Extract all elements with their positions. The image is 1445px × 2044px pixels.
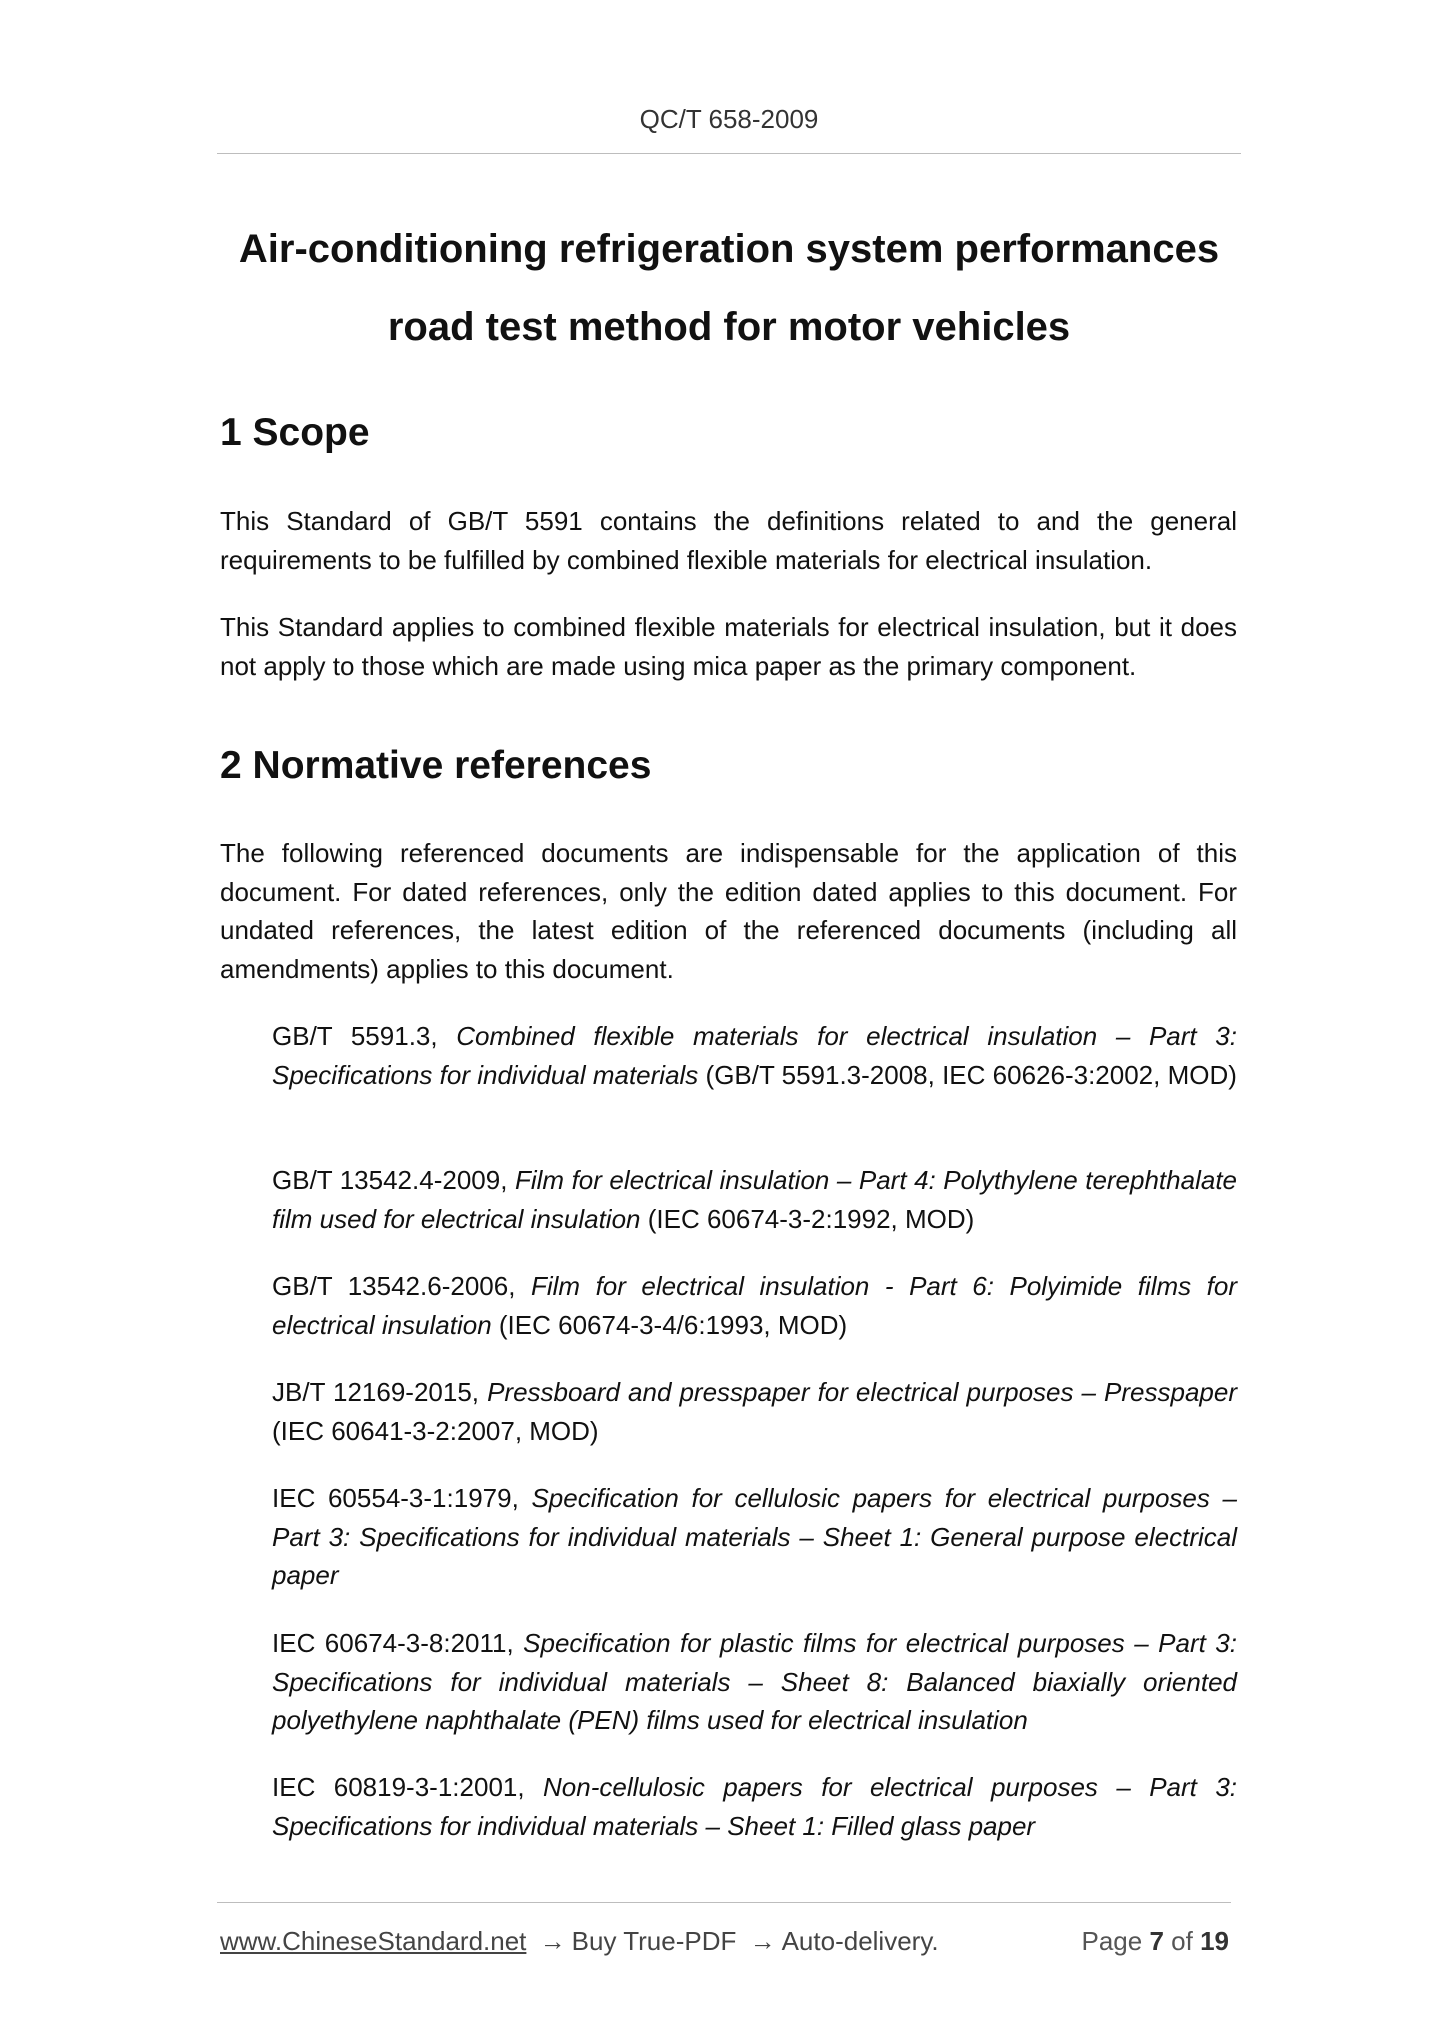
- reference-code: JB/T 12169-2015,: [272, 1377, 488, 1407]
- reference-note: (GB/T 5591.3-2008, IEC 60626-3:2002, MOD): [698, 1059, 1237, 1090]
- reference-item: [272, 1161, 1237, 1238]
- footer-divider: [217, 1902, 1231, 1903]
- reference-note: (IEC 60641-3-2:2007, MOD): [272, 1415, 599, 1446]
- title-line-1: Air-conditioning refrigeration system performances: [238, 227, 1220, 271]
- title-line-2: road test method for motor vehicles: [387, 305, 1071, 349]
- auto-delivery-text: Auto-delivery.: [781, 1926, 939, 1956]
- reference-title: Film for electrical insulation – Part 4: Polythylene terephthalate film used for electrical insulation: [272, 1165, 1238, 1234]
- section-heading-normative-references: 2 Normative references: [220, 744, 652, 787]
- reference-note: (IEC 60674-3-4/6:1993, MOD): [491, 1309, 848, 1340]
- reference-item: [272, 1017, 1237, 1094]
- document-code-header: QC/T 658-2009: [639, 104, 819, 134]
- reference-title: Combined flexible materials for electrical insulation – Part 3: Specifications for individual materials: [272, 1021, 1237, 1090]
- section-heading-scope: 1 Scope: [220, 411, 370, 454]
- page-current: 7: [1149, 1926, 1164, 1956]
- page-number: [1081, 1925, 1229, 1957]
- of-label: of: [1171, 1926, 1193, 1956]
- arrow-right-icon: →: [749, 1926, 776, 1956]
- reference-item: [272, 1267, 1237, 1344]
- reference-title: Non-cellulosic papers for electrical purposes – Part 3: Specifications for individual materials – Sheet 1: Filled glass paper: [272, 1772, 1237, 1841]
- page-label: Page: [1081, 1926, 1143, 1956]
- buy-true-pdf-text: Buy True-PDF: [571, 1926, 737, 1956]
- reference-code: IEC 60554-3-1:1979,: [272, 1483, 532, 1513]
- scope-paragraph-1: This Standard of GB/T 5591 contains the definitions related to and the general requirements to be fulfilled by combined flexible materials for electrical insulation.: [220, 506, 1237, 575]
- scope-paragraph-2: This Standard applies to combined flexible materials for electrical insulation, but it does not apply to those which are made using mica paper as the primary component.: [220, 612, 1237, 681]
- arrow-right-icon: →: [539, 1926, 566, 1956]
- reference-title: Specification for plastic films for electrical purposes – Part 3: Specifications for individual materials – Sheet 8: Balanced biaxially oriented polyethylene naphthalate (PEN) films used for electrical insulation: [272, 1628, 1237, 1735]
- page-total: 19: [1200, 1926, 1229, 1956]
- reference-item: [272, 1373, 1237, 1450]
- reference-item: [272, 1624, 1237, 1740]
- reference-code: IEC 60819-3-1:2001,: [272, 1772, 544, 1802]
- reference-title: Specification for cellulosic papers for electrical purposes – Part 3: Specifications for individual materials – Sheet 1: General purpose electrical paper: [272, 1483, 1237, 1590]
- reference-item: [272, 1768, 1237, 1845]
- header-divider: [217, 153, 1241, 154]
- normative-references-intro: The following referenced documents are indispensable for the application of this document. For dated references, only the edition dated applies to this document. For undated references, the latest edition of the referenced documents (including all amendments) applies to this document.: [220, 838, 1237, 984]
- reference-item: [272, 1479, 1237, 1595]
- reference-title: Pressboard and presspaper for electrical purposes – Presspaper: [487, 1377, 1237, 1407]
- footer-promo: [220, 1925, 939, 1957]
- reference-code: GB/T 13542.6-2006,: [272, 1271, 531, 1301]
- reference-note: (IEC 60674-3-2:1992, MOD): [640, 1203, 975, 1234]
- reference-code: IEC 60674-3-8:2011,: [272, 1628, 524, 1658]
- document-title: [217, 210, 1241, 366]
- reference-code: GB/T 5591.3,: [272, 1021, 457, 1051]
- reference-code: GB/T 13542.4-2009,: [272, 1165, 515, 1195]
- reference-title: Film for electrical insulation - Part 6: Polyimide films for electrical insulation: [272, 1271, 1238, 1340]
- site-link[interactable]: www.ChineseStandard.net: [220, 1926, 527, 1956]
